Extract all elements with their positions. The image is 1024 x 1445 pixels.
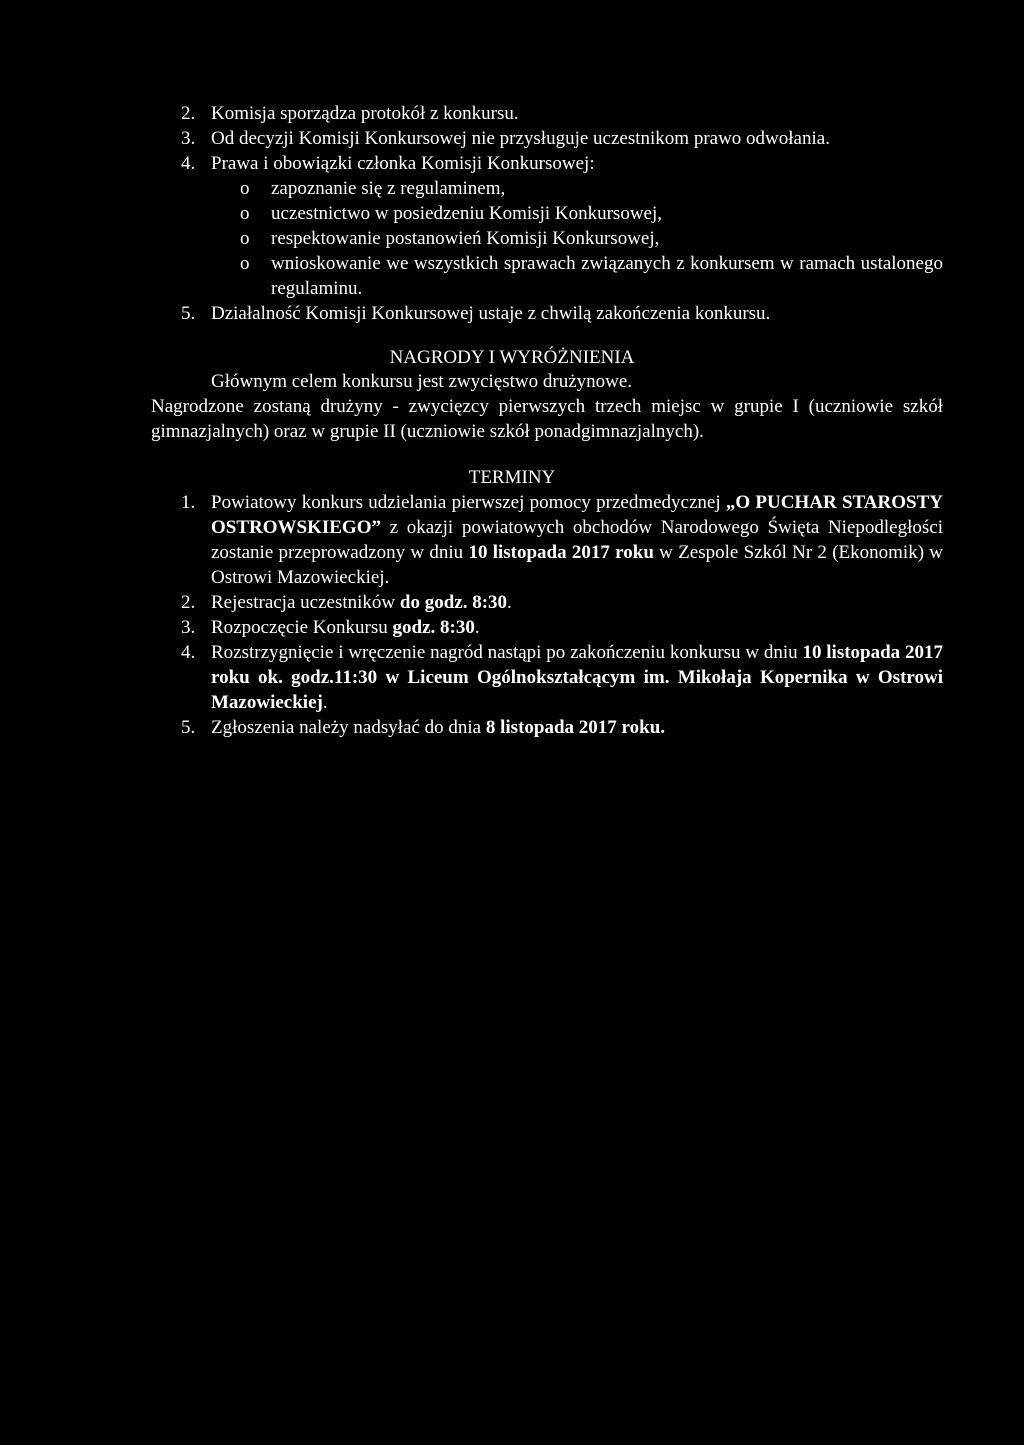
awards-heading: NAGRODY I WYRÓŻNIENIA [389, 347, 635, 368]
item-number: 3. [181, 617, 196, 638]
bullet-item [240, 201, 943, 226]
item-number: 4. [181, 153, 196, 174]
bullet-item [240, 176, 943, 201]
bullet-item [240, 226, 943, 251]
awards-line2: Nagrodzone zostaną drużyny - zwycięzcy pierwszych trzech miejsc w grupie I (uczniowie szkół gimnazjalnych) oraz w grupie II (uczniowie szkół ponadgimnazjalnych). [151, 396, 943, 442]
item-number: 2. [181, 103, 196, 124]
bullet-item [240, 251, 943, 301]
item-number: 2. [181, 592, 196, 613]
text-run: Powiatowy konkurs udzielania pierwszej pomocy przedmedycznej [211, 492, 726, 513]
text-run: . [507, 592, 512, 613]
item-text [211, 490, 943, 590]
text-run: Zgłoszenia należy nadsyłać do dnia [211, 717, 486, 738]
list-item [181, 101, 943, 126]
text-run: . [322, 692, 328, 713]
item-number: 3. [181, 128, 196, 149]
item-text [211, 590, 943, 615]
item-text [211, 615, 943, 640]
terms-heading: TERMINY [468, 467, 556, 488]
item-text [211, 715, 943, 740]
text-run: w Zespole Szkól Nr 2 (Ekonomik) w Ostrowi Mazowieckiej. [211, 542, 944, 588]
list-item [181, 151, 943, 176]
text-run: Rozpoczęcie Konkursu [211, 617, 393, 638]
list-item [181, 126, 943, 151]
item-text: Działalność Komisji Konkursowej ustaje z chwilą zakończenia konkursu. [211, 303, 771, 324]
bullet-text: respektowanie postanowień Komisji Konkursowej, [271, 228, 660, 249]
bold-run: 10 listopada 2017 roku ok. godz.11:30 w Liceum Ogólnokształcącym im. Mikołaja Kopernika w Ostrowi Mazowieckiej [211, 642, 943, 713]
bold-run: do godz. 8:30 [399, 592, 508, 613]
awards-section [0, 369, 1024, 444]
awards-line1: Głównym celem konkursu jest zwycięstwo drużynowe. [211, 371, 633, 392]
text-run: z okazji powiatowych obchodów Narodowego Święta Niepodległości zostanie przeprowadzony w dniu [211, 517, 943, 563]
item-text: Od decyzji Komisji Konkursowej nie przysługuje uczestnikom prawo odwołania. [211, 128, 830, 149]
bold-run: godz. 8:30 [392, 617, 475, 638]
item-text [211, 640, 943, 715]
list-item [181, 301, 943, 326]
bullet-mark: o [240, 178, 250, 199]
item-text: Prawa i obowiązki członka Komisji Konkursowej: [211, 153, 595, 174]
bullet-text: uczestnictwo w posiedzeniu Komisji Konkursowej, [271, 203, 663, 224]
text-run: Rozstrzygnięcie i wręczenie nagród nastąpi po zakończeniu konkursu w dniu [211, 642, 803, 663]
text-run: Rejestracja uczestników [211, 592, 400, 613]
bullet-text: zapoznanie się z regulaminem, [271, 178, 506, 199]
item-number: 5. [181, 303, 196, 324]
item-number: 4. [181, 642, 196, 663]
commission-section [0, 101, 1024, 326]
bullet-text: wnioskowanie we wszystkich sprawach związanych z konkursem w ramach ustalonego regulaminu. [271, 253, 943, 299]
bold-run: „O PUCHAR STAROSTY OSTROWSKIEGO” [211, 492, 943, 538]
text-run: . [474, 617, 480, 638]
bullet-mark: o [240, 253, 250, 274]
bold-run: 10 listopada 2017 roku [468, 542, 654, 563]
item-text: Komisja sporządza protokół z konkursu. [211, 103, 519, 124]
list-item [181, 590, 943, 615]
terms-section [0, 490, 1024, 740]
list-item [181, 715, 943, 740]
item-number: 5. [181, 717, 196, 738]
list-item [181, 490, 943, 590]
list-item [181, 640, 943, 715]
bullet-mark: o [240, 228, 250, 249]
list-item [181, 615, 943, 640]
item-number: 1. [181, 492, 196, 513]
bold-run: 8 listopada 2017 roku. [485, 717, 666, 738]
bullet-mark: o [240, 203, 250, 224]
